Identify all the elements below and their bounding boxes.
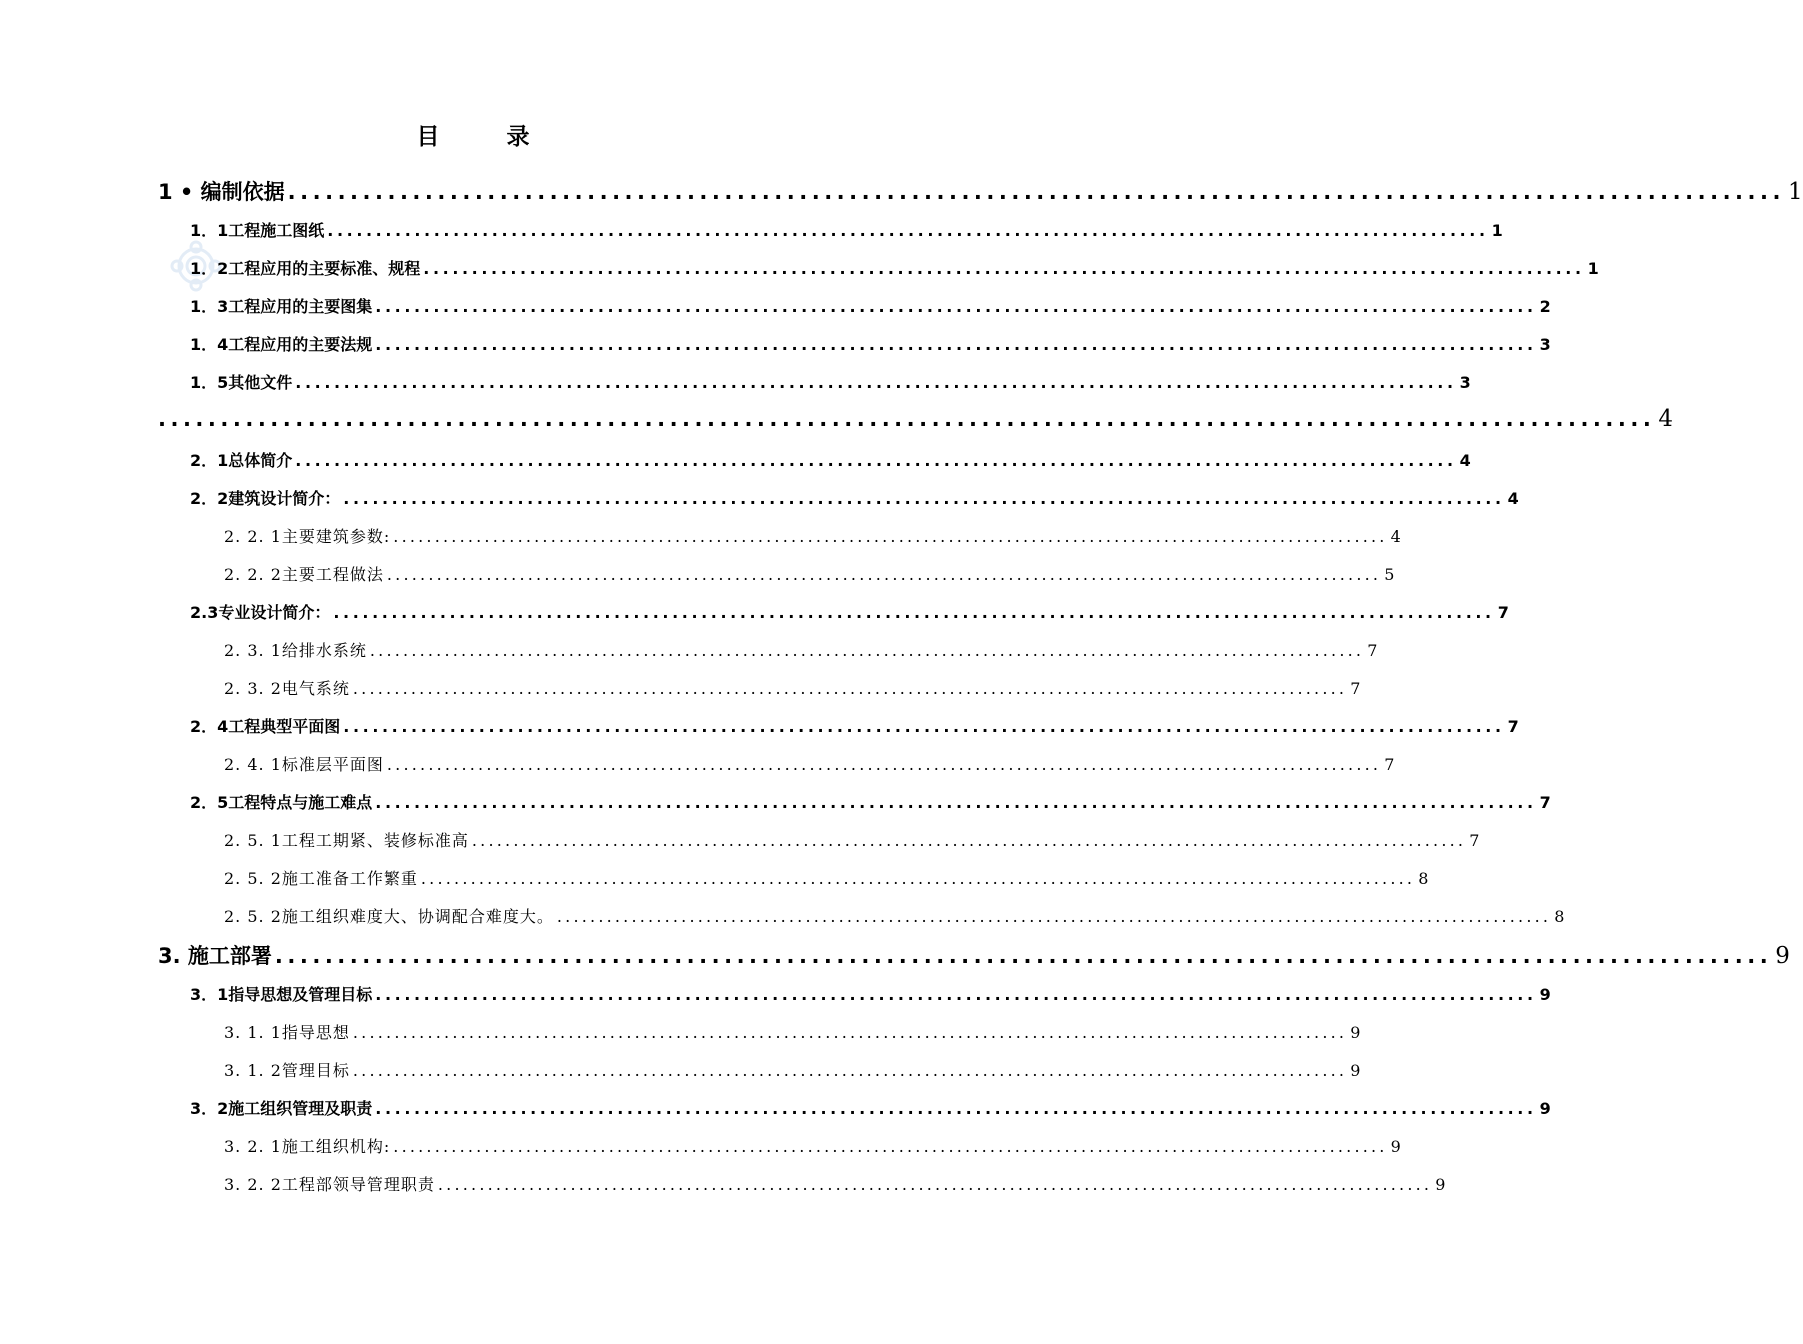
- toc-leader-dots: ........................................................................................................................: [423, 259, 1585, 278]
- toc-entry-page: 7: [1384, 755, 1395, 774]
- toc-entry-page: 1: [1787, 179, 1803, 205]
- toc-entry-label: 2. 3. 1给排水系统: [224, 641, 367, 660]
- toc-entry-label: 2. 4. 1标准层平面图: [224, 755, 384, 774]
- toc-leader-dots: ........................................................................................................................: [158, 407, 1656, 431]
- toc-entry-page: 8: [1418, 869, 1429, 888]
- toc-leader-dots: ........................................................................................................................: [375, 1099, 1537, 1118]
- toc-leader-dots: ........................................................................................................................: [369, 641, 1365, 660]
- toc-leader-dots: ........................................................................................................................: [343, 717, 1505, 736]
- toc-entry-label: 2. 2. 1主要建筑参数:: [224, 527, 391, 546]
- toc-leader-dots: ........................................................................................................................: [352, 1061, 1348, 1080]
- toc-entry-2-2-1[interactable]: [224, 524, 1401, 550]
- toc-entry-label: 1．5其他文件: [190, 373, 293, 392]
- toc-leader-dots: ........................................................................................................................: [386, 565, 1382, 584]
- toc-entry-label: 1．2工程应用的主要标准、规程: [190, 259, 421, 278]
- toc-entry-page: 9: [1539, 985, 1551, 1004]
- toc-entry-label: 2.3专业设计简介：: [190, 603, 331, 622]
- toc-entry-page: 8: [1554, 907, 1565, 926]
- toc-entry-3-1-1[interactable]: [224, 1020, 1361, 1046]
- toc-entry-3-2-2[interactable]: [224, 1172, 1446, 1198]
- toc-entry-2-5-2b[interactable]: [224, 904, 1565, 930]
- toc-entry-page: 3: [1459, 373, 1471, 392]
- toc-entry-1-5[interactable]: [190, 370, 1471, 396]
- toc-entry-2-5-2a[interactable]: [224, 866, 1429, 892]
- toc-entry-2-4-1[interactable]: [224, 752, 1395, 778]
- toc-entry-label: 2. 5. 2施工准备工作繁重: [224, 869, 418, 888]
- toc-entry-label: 1．1工程施工图纸: [190, 221, 325, 240]
- toc-entry-2-1[interactable]: [190, 448, 1471, 474]
- toc-entry-3[interactable]: [158, 940, 1790, 970]
- toc-entry-label: 2．1总体简介: [190, 451, 293, 470]
- toc-entry-3-2-1[interactable]: [224, 1134, 1401, 1160]
- toc-leader-dots: ........................................................................................................................: [274, 944, 1773, 968]
- toc-entry-page: 4: [1507, 489, 1519, 508]
- toc-entry-2[interactable]: [158, 406, 1673, 436]
- toc-entry-label: 1．3工程应用的主要图集: [190, 297, 373, 316]
- toc-entry-label: 2. 2. 2主要工程做法: [224, 565, 384, 584]
- toc-entry-label: 3. 2. 1施工组织机构:: [224, 1137, 391, 1156]
- toc-entry-label: 2．4工程典型平面图: [190, 717, 341, 736]
- toc-entry-1-1[interactable]: [190, 218, 1503, 244]
- toc-leader-dots: ........................................................................................................................: [295, 451, 1457, 470]
- toc-entry-label: 2. 5. 2施工组织难度大、协调配合难度大。: [224, 907, 554, 926]
- toc-leader-dots: ........................................................................................................................: [327, 221, 1489, 240]
- toc-entry-2-5-1[interactable]: [224, 828, 1480, 854]
- toc-entry-2-4[interactable]: [190, 714, 1519, 740]
- toc-leader-dots: ........................................................................................................................: [375, 793, 1537, 812]
- toc-entry-page: 9: [1435, 1175, 1446, 1194]
- toc-leader-dots: ........................................................................................................................: [471, 831, 1467, 850]
- toc-entry-page: 9: [1775, 943, 1790, 969]
- toc-entry-1[interactable]: [158, 176, 1803, 206]
- toc-entry-label: 2．5工程特点与施工难点: [190, 793, 373, 812]
- toc-entry-label: 2. 3. 2电气系统: [224, 679, 350, 698]
- toc-entry-page: 1: [1587, 259, 1599, 278]
- toc-leader-dots: ........................................................................................................................: [352, 679, 1348, 698]
- toc-entry-page: 7: [1507, 717, 1519, 736]
- toc-entry-3-1[interactable]: [190, 982, 1551, 1008]
- toc-entry-label: 3. 2. 2工程部领导管理职责: [224, 1175, 435, 1194]
- toc-leader-dots: ........................................................................................................................: [393, 527, 1388, 546]
- toc-entry-3-2[interactable]: [190, 1096, 1551, 1122]
- toc-leader-dots: ........................................................................................................................: [333, 603, 1495, 622]
- toc-entry-label: 3. 施工部署: [158, 944, 272, 968]
- toc-entry-page: 1: [1491, 221, 1503, 240]
- toc-leader-dots: ........................................................................................................................: [295, 373, 1457, 392]
- toc-entry-1-3[interactable]: [190, 294, 1551, 320]
- toc-entry-1-2[interactable]: [190, 256, 1599, 282]
- toc-entry-page: 9: [1350, 1023, 1361, 1042]
- toc-leader-dots: ........................................................................................................................: [375, 335, 1537, 354]
- toc-entry-page: 7: [1539, 793, 1551, 812]
- toc-entry-page: 9: [1539, 1099, 1551, 1118]
- toc-entry-page: 4: [1390, 527, 1401, 546]
- toc-entry-label: 3. 1. 1指导思想: [224, 1023, 350, 1042]
- toc-entry-page: 7: [1497, 603, 1509, 622]
- toc-leader-dots: ........................................................................................................................: [352, 1023, 1348, 1042]
- toc-leader-dots: ........................................................................................................................: [393, 1137, 1388, 1156]
- toc-leader-dots: ........................................................................................................................: [437, 1175, 1433, 1194]
- toc-entry-page: 4: [1459, 451, 1471, 470]
- toc-entry-page: 7: [1350, 679, 1361, 698]
- toc-entry-page: 9: [1350, 1061, 1361, 1080]
- toc-entry-1-4[interactable]: [190, 332, 1551, 358]
- toc-entry-label: 2. 5. 1工程工期紧、装修标准高: [224, 831, 469, 850]
- toc-leader-dots: ........................................................................................................................: [386, 755, 1382, 774]
- toc-entry-label: 1 • 编制依据: [158, 180, 285, 204]
- toc-entry-label: 2．2建筑设计简介：: [190, 489, 341, 508]
- toc-entry-page: 2: [1539, 297, 1551, 316]
- toc-entry-page: 7: [1367, 641, 1378, 660]
- toc-leader-dots: ........................................................................................................................: [343, 489, 1505, 508]
- toc-entry-page: 7: [1469, 831, 1480, 850]
- toc-entry-2-2-2[interactable]: [224, 562, 1395, 588]
- toc-entry-label: 3．2施工组织管理及职责: [190, 1099, 373, 1118]
- toc-entry-page: 4: [1658, 406, 1673, 432]
- toc-leader-dots: ........................................................................................................................: [375, 985, 1537, 1004]
- toc-entry-label: 3．1指导思想及管理目标: [190, 985, 373, 1004]
- toc-entry-page: 5: [1384, 565, 1395, 584]
- toc-entry-page: 9: [1390, 1137, 1401, 1156]
- toc-leader-dots: ........................................................................................................................: [556, 907, 1552, 926]
- toc-entry-2-3[interactable]: [190, 600, 1509, 626]
- toc-entry-2-5[interactable]: [190, 790, 1551, 816]
- toc-entry-page: 3: [1539, 335, 1551, 354]
- toc-entry-3-1-2[interactable]: [224, 1058, 1361, 1084]
- toc-entry-2-3-2[interactable]: [224, 676, 1361, 702]
- toc-entry-label: 3. 1. 2管理目标: [224, 1061, 350, 1080]
- toc-leader-dots: ........................................................................................................................: [287, 180, 1785, 204]
- toc-entry-2-3-1[interactable]: [224, 638, 1378, 664]
- toc-leader-dots: ........................................................................................................................: [420, 869, 1416, 888]
- toc-entry-label: 1．4工程应用的主要法规: [190, 335, 373, 354]
- toc-entry-2-2[interactable]: [190, 486, 1519, 512]
- toc-title: 目 录: [416, 124, 552, 150]
- toc-leader-dots: ........................................................................................................................: [375, 297, 1537, 316]
